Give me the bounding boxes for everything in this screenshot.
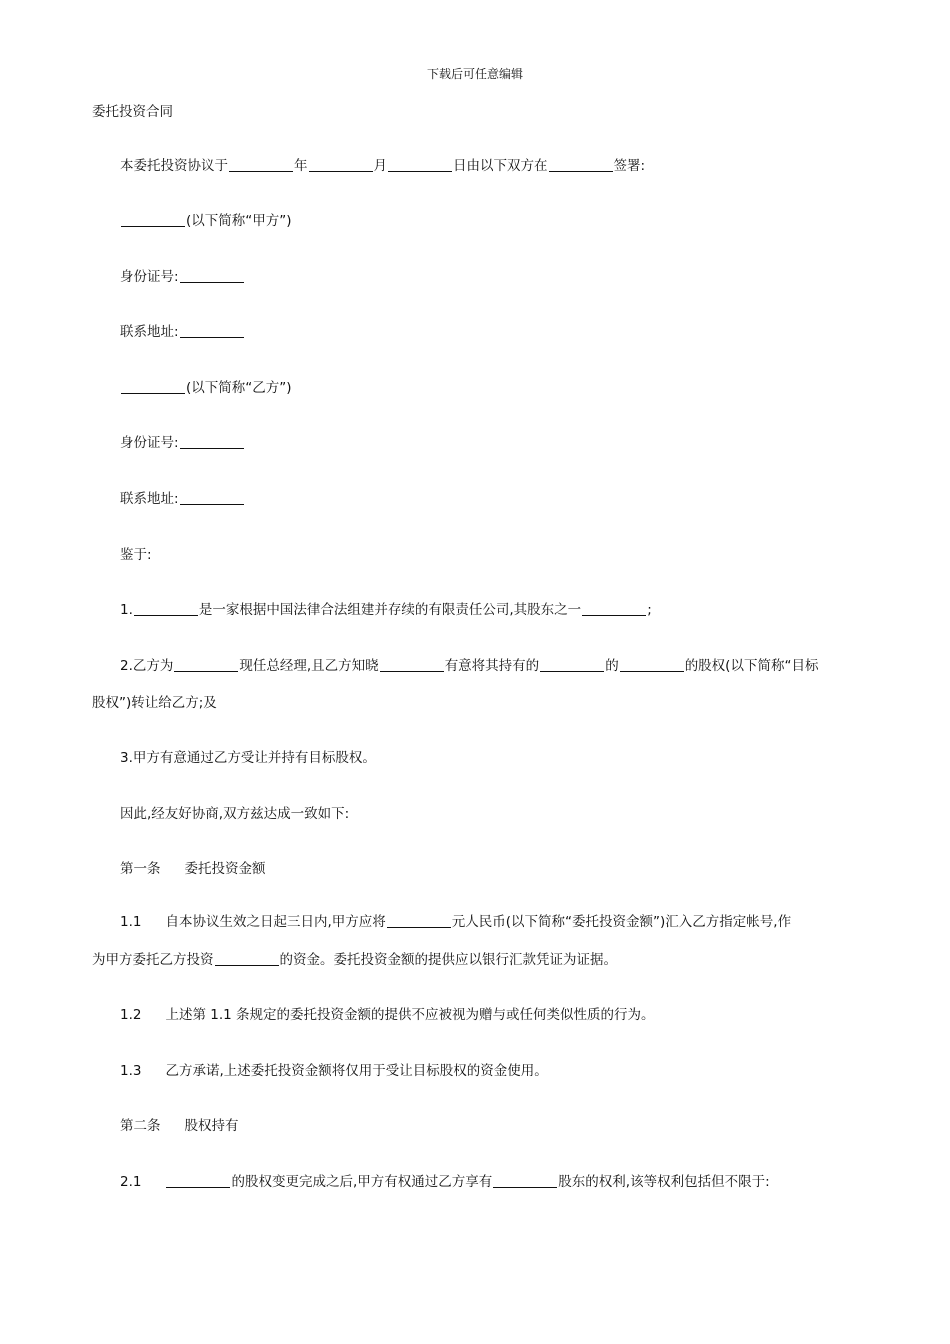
- article-2-heading: 第二条 股权持有: [120, 1118, 239, 1134]
- blank-month[interactable]: [309, 157, 373, 172]
- blank-s2-company[interactable]: [166, 1173, 230, 1188]
- blank-place[interactable]: [549, 157, 613, 172]
- blank-w2-1[interactable]: [174, 657, 238, 672]
- whereas-heading: 鉴于:: [120, 547, 152, 563]
- whereas-item-3: 3.甲方有意通过乙方受让并持有目标股权。: [120, 750, 376, 766]
- party-a-id: 身份证号:: [120, 267, 245, 287]
- blank-party-a-address[interactable]: [180, 323, 244, 338]
- therefore-paragraph: 因此,经友好协商,双方兹达成一致如下:: [120, 806, 350, 822]
- whereas-item-2: 2.乙方为 现任总经理,且乙方知晓 有意将其持有的 的 的股权(以下简称“目标: [120, 658, 819, 674]
- blank-invest-target[interactable]: [215, 951, 279, 966]
- blank-s2-shareholder[interactable]: [493, 1173, 557, 1188]
- section-2-1: 2.1 的股权变更完成之后,甲方有权通过乙方享有 股东的权利,该等权利包括但不限于:: [120, 1174, 770, 1190]
- section-1-1: 1.1 自本协议生效之日起三日内,甲方应将 元人民币(以下简称“委托投资金额”)汇入乙方指定帐号,作: [120, 914, 792, 930]
- article-1-heading: 第一条 委托投资金额: [120, 861, 266, 877]
- party-a-address: 联系地址:: [120, 322, 245, 342]
- party-b-address: 联系地址:: [120, 489, 245, 509]
- blank-shareholder[interactable]: [582, 601, 646, 616]
- party-b-name: (以下简称“乙方”): [120, 378, 292, 398]
- document-title: 委托投资合同: [92, 104, 173, 120]
- blank-company[interactable]: [134, 601, 198, 616]
- blank-party-b-address[interactable]: [180, 490, 244, 505]
- blank-party-b-id[interactable]: [180, 434, 244, 449]
- section-1-1-cont: 为甲方委托乙方投资 的资金。委托投资金额的提供应以银行汇款凭证为证据。: [92, 952, 617, 968]
- blank-w2-3[interactable]: [540, 657, 604, 672]
- blank-party-a-id[interactable]: [180, 268, 244, 283]
- whereas-item-1: 1. 是一家根据中国法律合法组建并存续的有限责任公司,其股东之一 ;: [120, 602, 652, 618]
- blank-w2-2[interactable]: [380, 657, 444, 672]
- party-a-name: (以下简称“甲方”): [120, 211, 292, 231]
- blank-day[interactable]: [388, 157, 452, 172]
- section-1-3: 1.3 乙方承诺,上述委托投资金额将仅用于受让目标股权的资金使用。: [120, 1063, 548, 1079]
- section-1-2: 1.2 上述第 1.1 条规定的委托投资金额的提供不应被视为赠与或任何类似性质的行为。: [120, 1007, 655, 1023]
- blank-amount[interactable]: [387, 913, 451, 928]
- page-header: 下载后可任意编辑: [426, 67, 523, 81]
- blank-w2-4[interactable]: [620, 657, 684, 672]
- blank-party-a[interactable]: [121, 212, 185, 227]
- whereas-item-2-cont: 股权”)转让给乙方;及: [92, 695, 217, 711]
- blank-year[interactable]: [229, 157, 293, 172]
- intro-paragraph: 本委托投资协议于 年 月 日由以下双方在 签署:: [120, 158, 646, 174]
- blank-party-b[interactable]: [121, 379, 185, 394]
- party-b-id: 身份证号:: [120, 433, 245, 453]
